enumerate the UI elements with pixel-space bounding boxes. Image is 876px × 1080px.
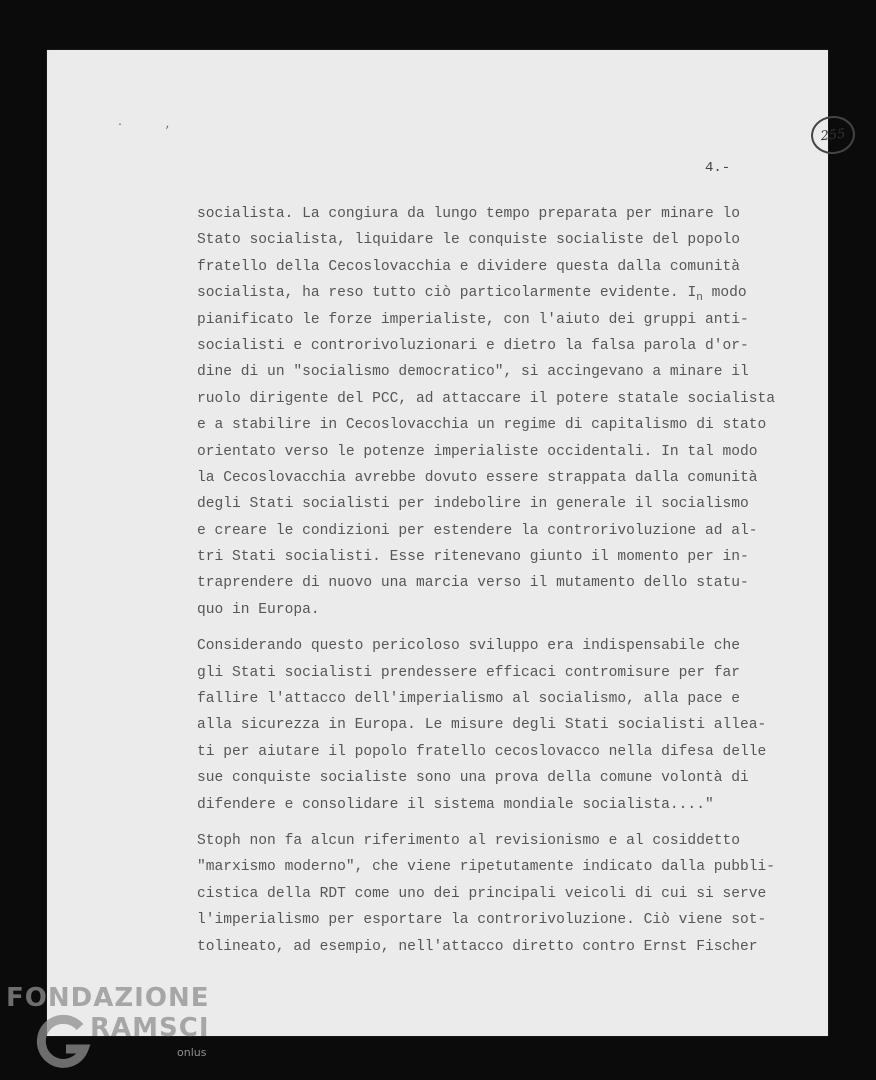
text-line: Considerando questo pericoloso sviluppo era indispensabile che — [197, 638, 740, 655]
paper-specks: · , — [117, 120, 190, 131]
text-line: ti per aiutare il popolo fratello cecoslovacco nella difesa delle — [197, 743, 767, 760]
text-line: la Cecoslovacchia avrebbe dovuto essere strappata dalla comunità — [197, 469, 758, 486]
text-line: pianificato le forze imperialiste, con l'aiuto dei gruppi anti- — [197, 311, 749, 328]
correction-word: modo — [711, 285, 747, 302]
text-line: "marxismo moderno", che viene ripetutamente indicato dalla pubbli- — [197, 859, 776, 876]
text-line: cistica della RDT come uno dei principali veicoli di cui si serve — [197, 885, 767, 902]
text-line-with-correction — [197, 280, 807, 306]
text-line: ruolo dirigente del PCC, ad attaccare il potere statale socialista — [197, 390, 776, 407]
text-line: tri Stati socialisti. Esse ritenevano giunto il momento per in- — [197, 549, 749, 566]
text-line: e a stabilire in Cecoslovacchia un regime di capitalismo di stato — [197, 417, 767, 434]
archive-number-stamp: 255 — [809, 114, 857, 156]
text-line: dine di un "socialismo democratico", si accingevano a minare il — [197, 364, 749, 381]
paragraph-gap — [197, 818, 807, 828]
text-line: tolineato, ad esempio, nell'attacco diretto contro Ernst Fischer — [197, 938, 758, 955]
text-line: socialista. La congiura da lungo tempo preparata per minare lo — [197, 206, 740, 222]
fondazione-gramsci-watermark — [6, 983, 221, 1080]
text-line: difendere e consolidare il sistema mondiale socialista...." — [197, 796, 714, 813]
page-number: 4.- — [705, 160, 731, 176]
gramsci-g-logo-icon — [36, 1013, 94, 1071]
text-line: fratello della Cecoslovacchia e dividere questa dalla comunità — [197, 258, 740, 275]
text-line-start: socialista, ha reso tutto ciò particolarmente evidente. — [197, 285, 679, 302]
text-line: e creare le condizioni per estendere la controrivoluzione ad al- — [197, 522, 758, 539]
text-line: orientato verso le potenze imperialiste occidentali. In tal modo — [197, 443, 758, 460]
watermark-suffix: onlus — [177, 1046, 207, 1059]
text-line: degli Stati socialisti per indebolire in generale il socialismo — [197, 496, 749, 513]
text-line: quo in Europa. — [197, 601, 320, 618]
text-line: Stoph non fa alcun riferimento al revisionismo e al cosiddetto — [197, 832, 740, 849]
text-line: traprendere di nuovo una marcia verso il mutamento dello statu- — [197, 575, 749, 592]
text-line: sue conquiste socialiste sono una prova della comune volontà di — [197, 770, 749, 787]
watermark-line2: RAMSCI — [90, 1013, 210, 1043]
text-line: fallire l'attacco dell'imperialismo al socialismo, alla pace e — [197, 691, 740, 708]
text-line: alla sicurezza in Europa. Le misure degli Stati socialisti allea- — [197, 717, 767, 734]
text-line: gli Stati socialisti prendessere efficaci contromisure per far — [197, 664, 740, 681]
text-line: Stato socialista, liquidare le conquiste socialiste del popolo — [197, 232, 740, 249]
text-line: socialisti e controrivoluzionari e dietro la falsa parola d'or- — [197, 337, 749, 354]
paragraph-gap — [197, 623, 807, 633]
text-line: l'imperialismo per esportare la controrivoluzione. Ciò viene sot- — [197, 912, 767, 929]
correction-letter-n: n — [696, 292, 703, 305]
typed-text-body — [197, 201, 807, 960]
watermark-line1: FONDAZIONE — [6, 983, 210, 1013]
correction-letter-i: I — [687, 285, 697, 302]
